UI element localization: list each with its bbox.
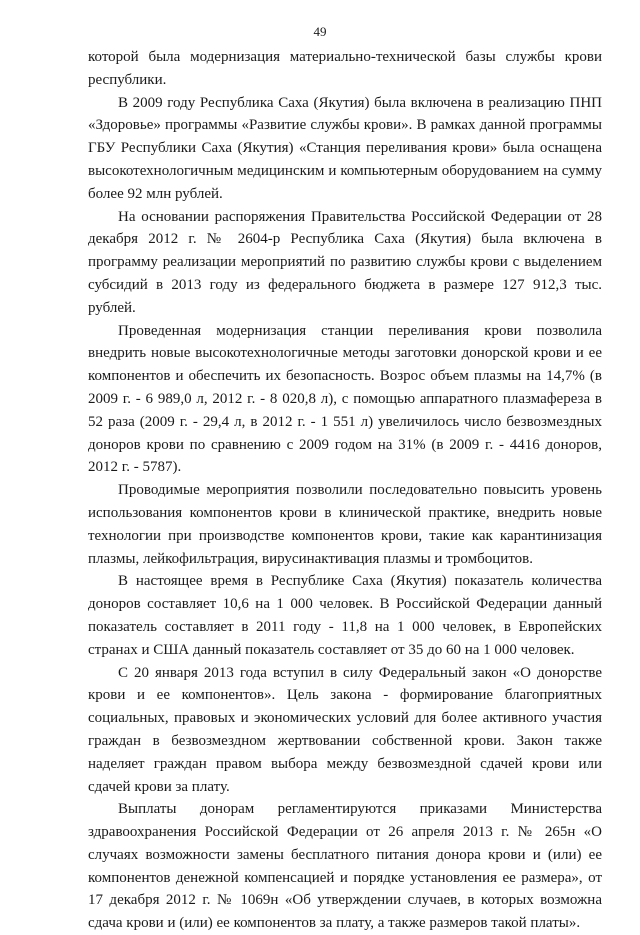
paragraph-clinical-practice: Проводимые мероприятия позволили последовательно повысить уровень использования компонентов крови в клинической практике, внедрить новые технологии при производстве компонентов крови, такие как карантинизация плазмы, лейкофильтрация, вирусинактивация плазмы и тромбоцитов. — [88, 482, 602, 567]
page-number: 49 — [313, 24, 327, 39]
document-body — [88, 46, 602, 935]
paragraph-federal-law: С 20 января 2013 года вступил в силу Федеральный закон «О донорстве крови и ее компонентов». Цель закона - формирование благоприятных социальных, правовых и экономических условий для более активного участия граждан в безвозмездном жертвовании собственной крови. Закон также наделяет граждан правом выбора между безвозмездной сдачей крови или сдачей крови за плату. — [88, 664, 602, 795]
paragraph-continuation: которой была модернизация материально-технической базы службы крови республики. — [88, 49, 602, 88]
paragraph-donor-payments: Выплаты донорам регламентируются приказами Министерства здравоохранения Российской Федерации от 26 апреля 2013 г. № 265н «О случаях возможности замены бесплатного питания донора крови и (или) ее компонентов денежной компенсацией и порядке установления ее размера», от 17 декабря 2012 г. № 1069н «Об утверждении случаев, в которых возможна сдача крови и (или) ее компонентов за плату, а также размеров такой платы». — [88, 801, 602, 932]
paragraph-donor-rates: В настоящее время в Республике Саха (Якутия) показатель количества доноров составляет 10,6 на 1 000 человек. В Российской Федерации данный показатель составляет в 2011 году - 11,8 на 1 000 человек, в Европейских странах и США данный показатель составляет от 35 до 60 на 1 000 человек. — [88, 573, 602, 658]
paragraph-modernization-results: Проведенная модернизация станции переливания крови позволила внедрить новые высокотехнологичные методы заготовки донорской крови и ее компонентов и обеспечить их безопасность. Возрос объем плазмы на 14,7% (в 2009 г. - 6 989,0 л, 2012 г. - 8 020,8 л), с помощью аппаратного плазмафереза в 52 раза (2009 г. - 29,4 л, в 2012 г. - 1 551 л) увеличилось число безвозмездных доноров крови по сравнению с 2009 годом на 31% (в 2009 г. - 4416 доноров, 2012 г. - 5787). — [88, 322, 602, 476]
paragraph-government-order: На основании распоряжения Правительства Российской Федерации от 28 декабря 2012 г. № 2604-р Республика Саха (Якутия) была включена в программу реализации мероприятий по развитию службы крови с выделением субсидий в 2013 году из федерального бюджета в размере 127 912,3 тыс. рублей. — [88, 208, 602, 316]
paragraph-pnp-zdorovye: В 2009 году Республика Саха (Якутия) была включена в реализацию ПНП «Здоровье» программы «Развитие службы крови». В рамках данной программы ГБУ Республики Саха (Якутия) «Станция переливания крови» была оснащена высокотехнологичным медицинским и компьютерным оборудованием на сумму более 92 млн рублей. — [88, 94, 602, 202]
